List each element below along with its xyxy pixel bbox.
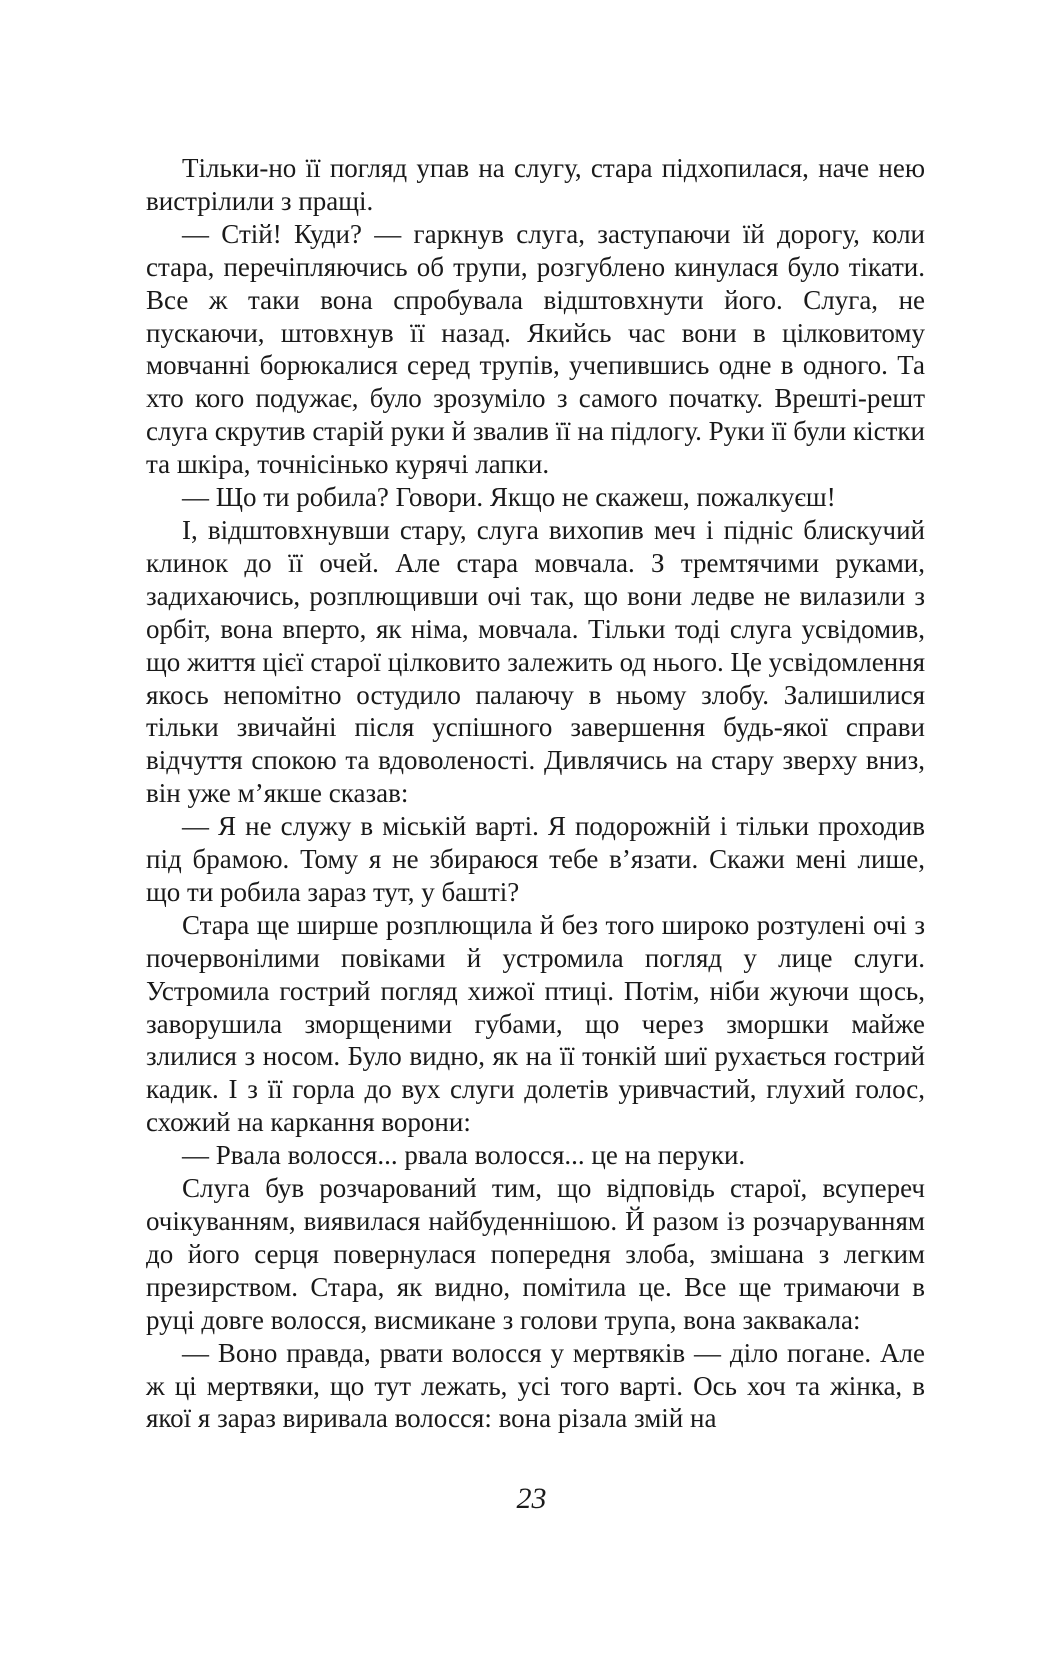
paragraph: І, відштовхнувши стару, слуга вихопив меч і підніс блискучий клинок до її очей. Але стара мовчала. З тремтячими руками, задихаючись, розплющивши очі так, що вони ледве не вилазили з орбіт, вона вперто, як німа, мовчала. Тільки тоді слуга усвідомив, що життя цієї старої цілковито залежить од нього. Це усвідомлення якось непомітно остудило палаючу в ньому злобу. Залишилися тільки звичайні після успішного завершення будь-якої справи відчуття спокою та вдоволеності. Дивлячись на стару зверху вниз, він уже м’якше сказав:	[146, 514, 925, 809]
paragraph: — Що ти робила? Говори. Якщо не скажеш, пожалкуєш!	[182, 482, 836, 513]
paragraph: — Воно правда, рвати волосся у мертвяків — діло погане. Але ж ці мертвяки, що тут лежать, усі того варті. Ось хоч та жінка, в якої я зараз виривала волосся: вона різала змій на	[146, 1337, 925, 1434]
paragraph: — Я не служу в міській варті. Я подорожній і тільки проходив під брамою. Тому я не збираюся тебе в’язати. Скажи мені лише, що ти робила зараз тут, у башті?	[146, 811, 925, 907]
paragraph: — Стій! Куди? — гаркнув слуга, заступаючи їй дорогу, коли стара, перечіпляючись об трупи, розгублено кинулася було тікати. Все ж таки вона спробувала відштовхнути його. Слуга, не пускаючи, штовхнув її назад. Якийсь час вони в цілковитому мовчанні борюкалися серед трупів, учепившись одне в одного. Та хто кого подужає, було зрозуміло з самого початку. Врешті-решт слуга скрутив старій руки й звалив її на підлогу. Руки її були кістки та шкіра, точнісінько курячі лапки.	[146, 218, 925, 480]
body-text	[146, 152, 925, 1435]
paragraph: Слуга був розчарований тим, що відповідь старої, всупереч очікуванням, виявилася найбуденнішою. Й разом із розчаруванням до його серця повернулася попередня злоба, змішана з легким презирством. Стара, як видно, помітила це. Все ще тримаючи в руці довге волосся, висмикане з голови трупа, вона заквакала:	[146, 1173, 925, 1335]
paragraph: Тільки-но її погляд упав на слугу, стара підхопилася, наче нею вистрілили з пращі.	[146, 153, 925, 216]
page-number: 23	[516, 1482, 547, 1515]
paragraph: — Рвала волосся... рвала волосся... це на перуки.	[182, 1140, 746, 1171]
paragraph: Стара ще ширше розплющила й без того широко розтулені очі з почервонілими повіками й устромила погляд у лице слуги. Устромила гострий погляд хижої птиці. Потім, ніби жуючи щось, заворушила зморщеними губами, що через зморшки майже злилися з носом. Було видно, як на її тонкій шиї рухається гострий кадик. І з її горла до вух слуги долетів уривчастий, глухий голос, схожий на каркання ворони:	[146, 909, 925, 1138]
